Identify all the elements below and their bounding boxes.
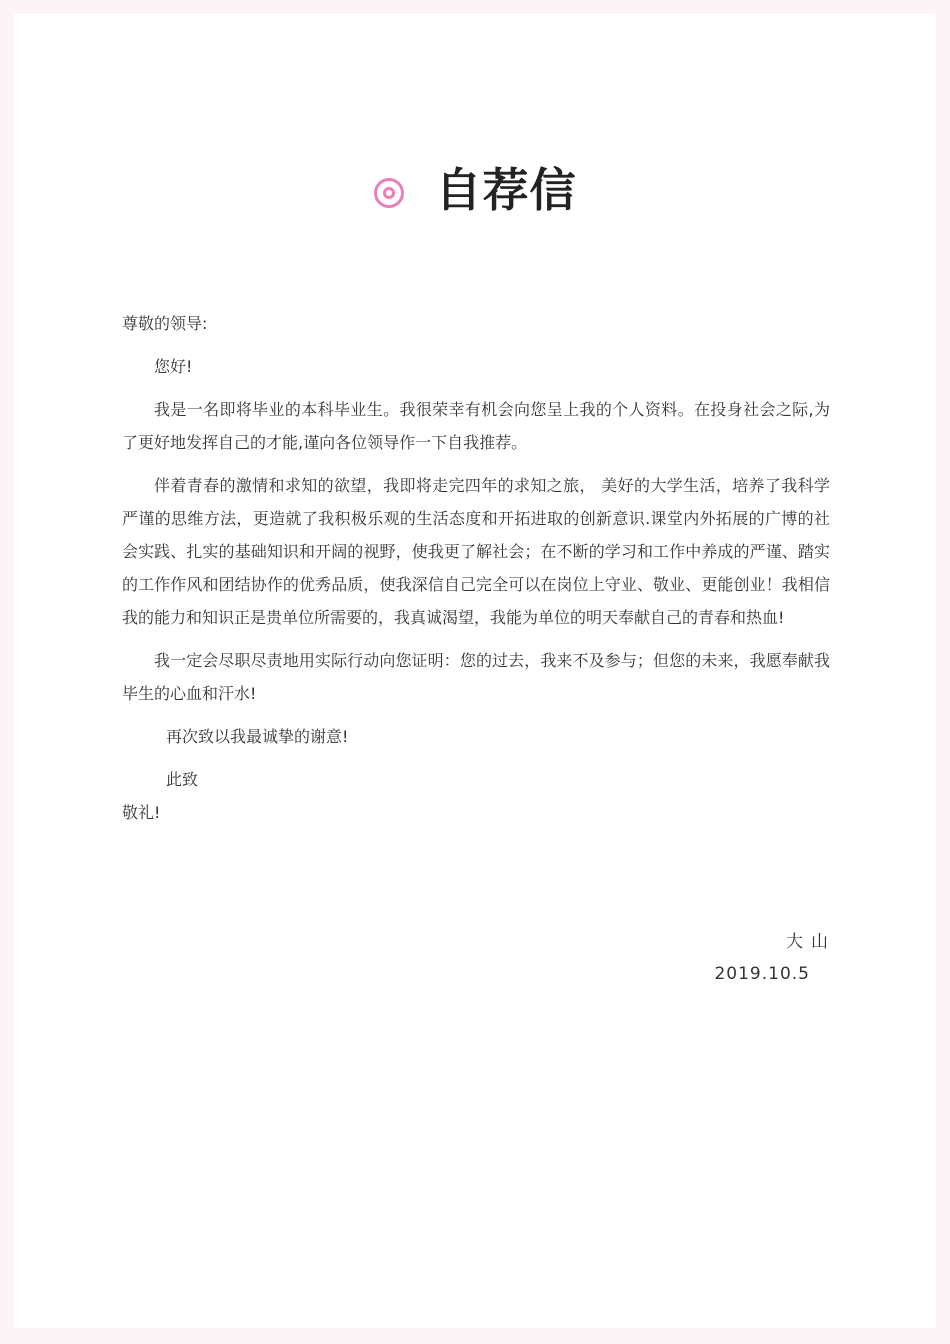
page-title: 自荐信 xyxy=(435,163,577,217)
target-icon xyxy=(374,178,404,208)
paragraph-commitment: 我一定会尽职尽责地用实际行动向您证明：您的过去，我来不及参与；但您的未来，我愿奉献我毕生的心血和汗水! xyxy=(122,651,830,703)
salutation: 尊敬的领导: xyxy=(122,314,208,333)
title-row xyxy=(14,154,936,220)
paragraph-experience: 伴着青春的激情和求知的欲望，我即将走完四年的求知之旅， 美好的大学生活，培养了我科学严谨的思维方法，更造就了我积极乐观的生活态度和开拓进取的创新意识.课堂内外拓展的广博的社会实践、扎实的基础知识和开阔的视野，使我更了解社会；在不断的学习和工作中养成的严谨、踏实的工作作风和团结协作的优秀品质，使我深信自己完全可以在岗位上守业、敬业、更能创业！我相信我的能力和知识正是贵单位所需要的，我真诚渴望，我能为单位的明天奉献自己的青春和热血! xyxy=(122,476,830,627)
paragraph-intro: 我是一名即将毕业的本科毕业生。我很荣幸有机会向您呈上我的个人资料。在投身社会之际,为了更好地发挥自己的才能,谨向各位领导作一下自我推荐。 xyxy=(122,400,830,452)
signature-name: 大山 xyxy=(786,932,836,952)
signature-date: 2019.10.5 xyxy=(714,964,810,984)
letter-page xyxy=(14,14,936,1328)
thanks: 再次致以我最诚挚的谢意! xyxy=(166,727,349,746)
closing-1: 此致 xyxy=(166,770,199,789)
signature-block xyxy=(714,926,836,990)
closing-2: 敬礼! xyxy=(122,803,161,822)
greeting: 您好! xyxy=(154,357,193,376)
letter-body xyxy=(122,307,830,839)
